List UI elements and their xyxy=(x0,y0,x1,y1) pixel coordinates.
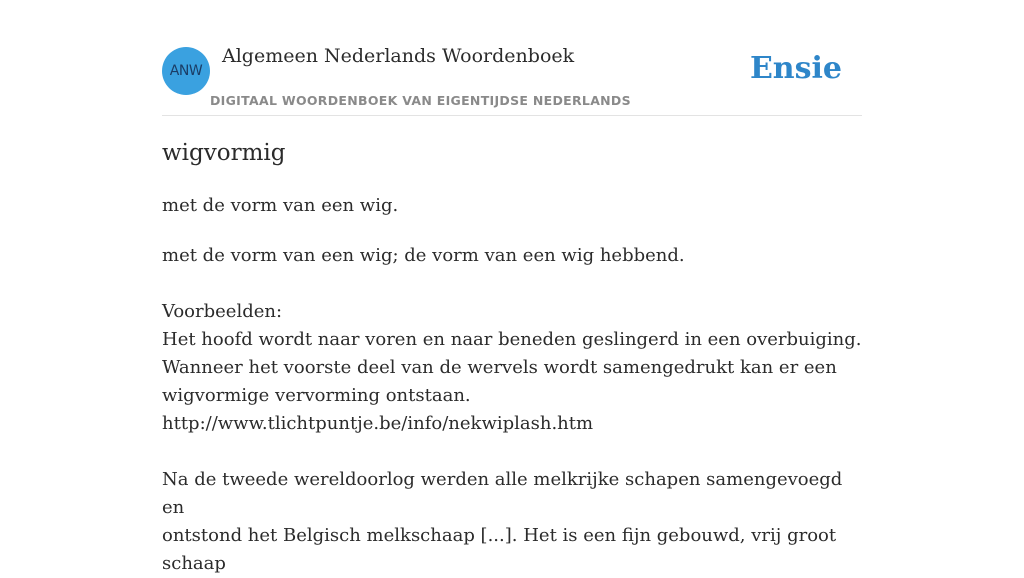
site-subtitle: DIGITAAL WOORDENBOEK VAN EIGENTIJDSE NEDERLANDS xyxy=(210,93,631,108)
site-title[interactable]: Algemeen Nederlands Woordenboek xyxy=(222,45,575,67)
example-line: Wanneer het voorste deel van de wervels wordt samengedrukt kan er een xyxy=(162,357,837,378)
example-source: http://www.tlichtpuntje.be/info/nekwiplash.htm xyxy=(162,413,594,434)
spacer xyxy=(162,270,862,298)
example-line: ontstond het Belgisch melkschaap [...]. Het is een fijn gebouwd, vrij groot schaap xyxy=(162,525,837,574)
spacer xyxy=(162,438,862,466)
site-header xyxy=(162,0,862,116)
short-definition: met de vorm van een wig. xyxy=(162,195,399,216)
long-definition xyxy=(162,242,862,578)
definition-text: met de vorm van een wig; de vorm van een wig hebbend. xyxy=(162,245,685,266)
example-line: wigvormige vervorming ontstaan. xyxy=(162,385,471,406)
example-line: Het hoofd wordt naar voren en naar beneden geslingerd in een overbuiging. xyxy=(162,329,862,350)
entry-title: wigvormig xyxy=(162,140,286,166)
examples-label: Voorbeelden: xyxy=(162,301,283,322)
anw-logo[interactable]: ANW xyxy=(162,47,210,95)
example-line: Na de tweede wereldoorlog werden alle melkrijke schapen samengevoegd en xyxy=(162,469,843,518)
ensie-logo[interactable]: Ensie xyxy=(749,51,842,86)
